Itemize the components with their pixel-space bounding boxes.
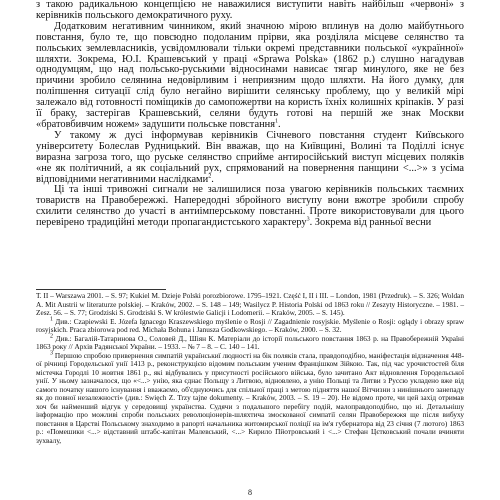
footnote-text: Т. II – Warszawa 2001. – S. 97; Kukiel M. Dzieje Polski porozbiorowe. 1795–1921. Część I, II і ІІІ. – London, 1981 (Przedruk). – S. 326; Woldan A. Mit Austrii w literaturze polskiej. – Kraków, 2002. – S. 148 – 149; Wasilycz P. Historia Polski od 1863 roku // Zeszyty Historyczne. – 1981. – Zesz. 56. – S. 77; Grodziski S. Grodziski S. W królestwie Galicji i Lodomerii. – Kraków, 2005. – S. 145). xyxy=(36,291,464,317)
footnote-marker: 3 xyxy=(50,350,53,357)
body-text xyxy=(36,0,464,229)
footnote-text: Див.: Багалій-Татаринова О., Соловей Д., Шіян К. Матеріали до історії польського повстання 1863 р. на Правобережній Україні 1863 року // Архів Радянської України. – 1933. – № 7 – 8. – С. 140 – 141. xyxy=(36,333,464,351)
footnote xyxy=(36,318,464,335)
footnote-marker: 1 xyxy=(50,316,53,323)
footnote xyxy=(36,352,464,446)
footnote-marker: 2 xyxy=(50,333,53,340)
paragraph-text: У такому ж дусі інформував керівників Січневого повстання студент Київського університету Болеслав Рудницький. Він вважав, що на Київщині, Волині та Поділлі існує виразна загроза того, що руське селянство сприйме антиросійський виступ місцевих поляків «не як політичний, а як соціальний рух, спрямований на повернення панщини <...>» з усіма відповідними негативними наслідками xyxy=(36,129,464,185)
paragraph-text: Додатковим негативним чинником, який значною мірою вплинув на долю майбутнього повстання, було те, що повсюдно подоланим прірви, яка розділяла місцеве селянство та польських землевласників, усвідомлювали тільки окремі представники польської «українної» шляхти. Зокрема, Ю.І. Крашевський у праці «Sprawa Polska» (1862 р.) слушно нагадував однодумцям, що над польсько-руськими відносинами нависає тягар минулого, яке не без причини зробило селянина недовірливим і неприязним щодо шляхти. На його думку, для поліпшення ситуації слід було негайно вирішити селянську проблему, що у великій мірі залежало від готовності поміщиків до самопожертви на користь їхніх колишніх кріпаків. У разі її браку, застерігав Крашевський, селяни будуть готові на першій же знак Москви «братовбивчим ножем» задушити польське повстання xyxy=(36,20,464,130)
footnote-ref[interactable]: 1 xyxy=(274,118,278,125)
footnote xyxy=(36,335,464,352)
paragraph-text: . Зокрема від ранньої весни xyxy=(309,217,432,229)
paragraph: У такому ж дусі інформував керівників Січневого повстання студент Київського університету Болеслав Рудницький. Він вважав, що на Київщині, Волині та Поділлі існує виразна загроза того, що руське селянство сприйме антиросійський виступ місцевих поляків «не як політичний, а як соціальний рух, спрямований на повернення панщини <...>» з усіма відповідними негативними наслідками$^2$. xyxy=(36,129,464,185)
footnote-text: Див.: Czapiewski E. Józefa Ignacego Kraszewskiego myślenie o Rosji // Zagadnienie rosyjskie. Myślenie o Rosji: oglądy i obrazy spraw rosyjskich. Praca zbiorowa pod red. Michała Bohuna i Janusza Godkowskiego. – Kraków, 2000. – S. 32. xyxy=(36,316,465,334)
footnote-text: Першою спробою привернення симпатій українськиї людності на бік поляків стала, правдоподібно, маніфестація відзначення 448-ої річниці Городельської унії 1413 р., реконструкцією відомим польським ученим Францішком Зійкою. Так, під час урочистостей біля містечка Городлі 10 жовтня 1861 р., які відбувались у присутності російського війська, було зачитано Акт відновлення Городельської унії. У ньому зазначалося, що «<...> унію, яка єднає Польщу з Литвою, відновлено, а унію Польщі та Литви з Руссю укладено вже від самого початку нашого існування і вважаємо, об'єднуючись для спільної праці з метою підняття нашої Вітчизни з нинішнього занепаду як до повної незалежності» (див.: Swięch Z. Trzy tajne dokumenty. – Kraków, 2003. – S. 19 – 20). Не відомо проте, чи цей захід отримав хоч би найменший відгук у середовищі українства. Судячи з подальшого перебігу подій, малоправдоподібно, що ні. Детальнішу інформацію про можливі спроби польських революціонерів-шляхтича змоскованої симпатії селян Правобережжя ще після вибуху повстання в Царстві Польському знаходимо в рапорті начальника житомирської поліції на ім'я губернатора від 23 січня (7 лютого) 1863 р.: «Помешики <...> відставний штабс-капітан Малевський, <...> Кирило Пйотровський і <...> Стефан Цєтковський почали вчиняти зухвалу, xyxy=(36,350,464,445)
paragraph-text: Ці та інші тривожні сигнали не залишилися поза увагою керівників польських таємних товариств на Правобережжі. Напередодні збройного виступу вони вжотре зробили спробу схилити селянство до участі в антиімперському повстанні. Проте використовували для цього перевірено традиційні методи пропагандистського характеру xyxy=(36,184,464,229)
footnote-ref[interactable]: 2 xyxy=(208,173,212,180)
paragraph: Додатковим негативним чинником, який значною мірою вплинув на долю майбутнього повстання, було те, що повсюдно подоланим прірви, яка розділяла місцеве селянство та польських землевласників, усвідомлювали тільки окремі представники польської «українної» шляхти. Зокрема, Ю.І. Крашевський у праці «Sprawa Polska» (1862 р.) слушно нагадував однодумцям, що над польсько-руськими відносинами нависає тягар минулого, яке не без причини зробило селянина недовірливим і неприязним щодо шляхти. На його думку, для поліпшення ситуації слід було негайно вирішити селянську проблему, що у великій мірі залежало від готовності поміщиків до самопожертви на користь їхніх колишніх кріпаків. У разі її браку, застерігав Крашевський, селяни будуть готові на першій же знак Москви «братовбивчим ножем» задушити польське повстання$^1$. xyxy=(36,20,464,130)
paragraph xyxy=(36,185,464,229)
paragraph-text: з такою радикальною концепцією не наважилися виступити навіть найбільш «червоні» з керівників польського демократичного руху. xyxy=(36,0,464,21)
footnote-separator xyxy=(36,289,166,290)
paragraph xyxy=(36,0,464,22)
page-number: 8 xyxy=(248,488,252,497)
footnotes xyxy=(36,292,464,445)
footnote-ref[interactable]: 3 xyxy=(306,216,310,223)
footnote xyxy=(36,292,464,318)
